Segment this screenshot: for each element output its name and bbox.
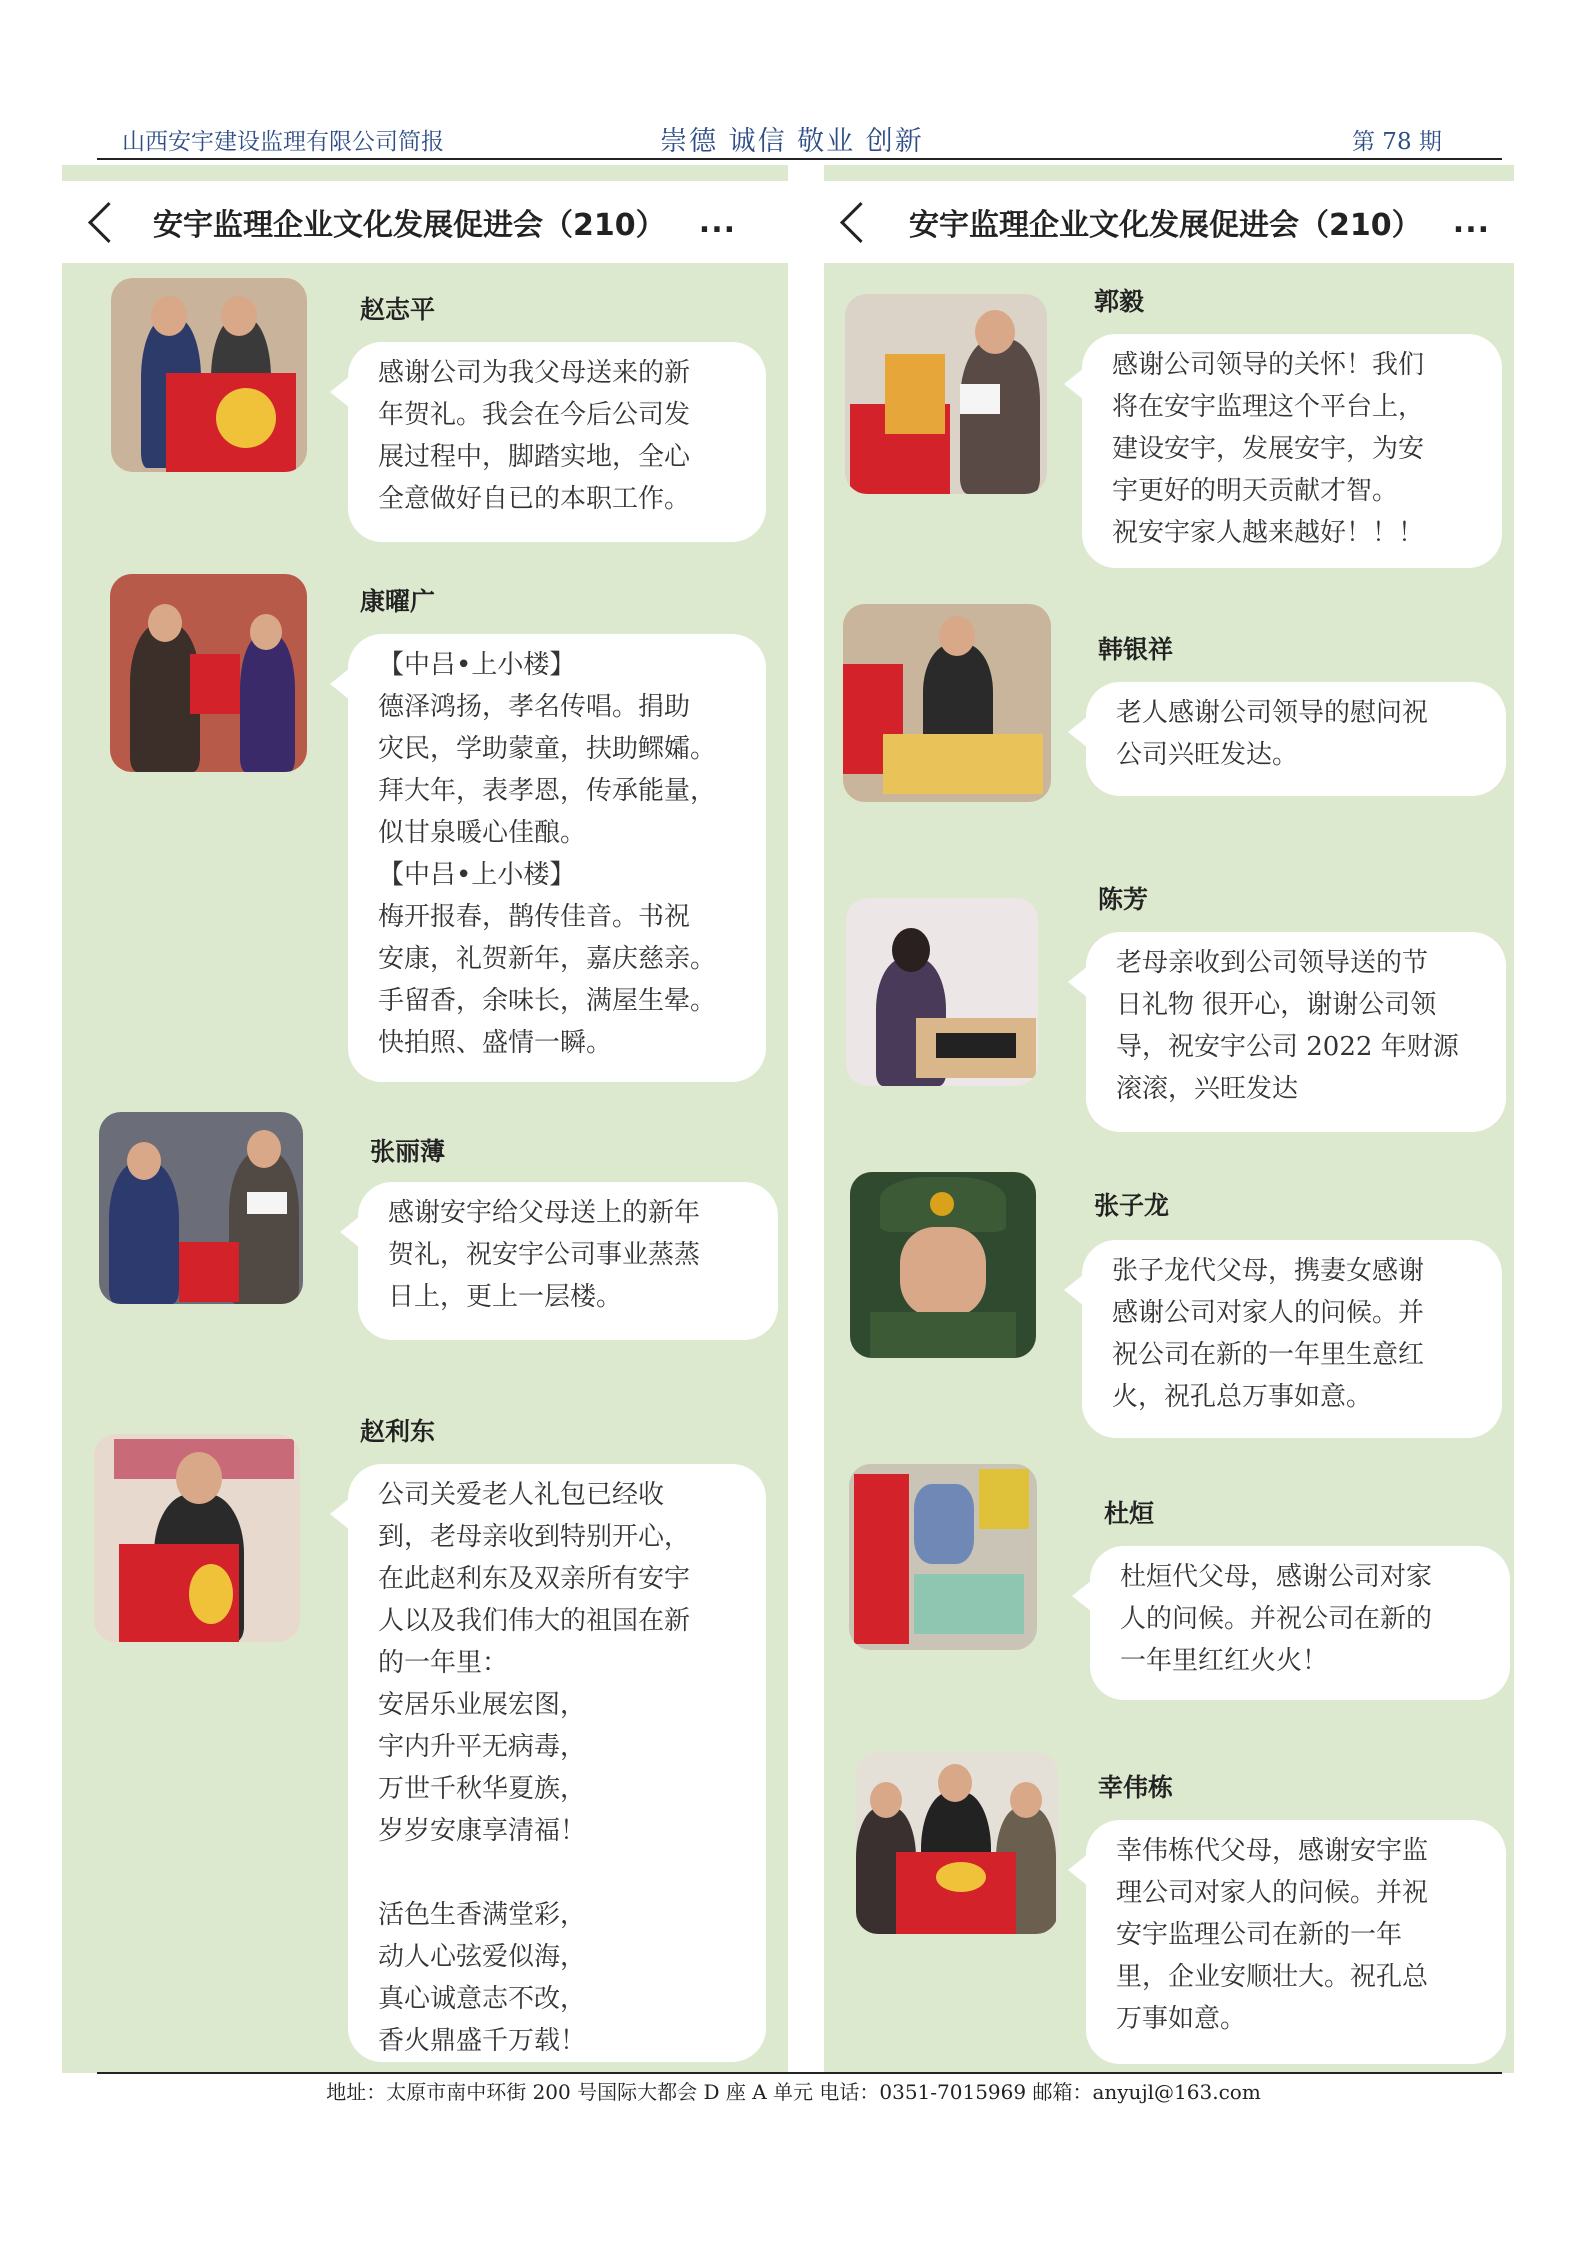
photo-elderly-couple-seated <box>110 574 307 772</box>
photo-elderly-woman-on-sofa <box>843 604 1051 802</box>
more-options-icon[interactable]: ... <box>698 204 736 240</box>
chat-title: 安宇监理企业文化发展促进会（210） <box>909 208 1422 243</box>
photo-family-with-gift <box>856 1752 1058 1934</box>
back-arrow-icon[interactable] <box>840 201 881 242</box>
left-chat-header <box>62 181 788 263</box>
photo-soldier-portrait <box>850 1172 1036 1358</box>
photo-gift-items <box>849 1464 1037 1650</box>
header-issue: 第 78 期 <box>1352 129 1442 155</box>
sender-name: 幸伟栋 <box>1098 1773 1174 1802</box>
message-bubble: 老母亲收到公司领导送的节 日礼物 很开心，谢谢公司领 导，祝安宇公司 2022 年财源 滚滚，兴旺发达 <box>1086 932 1506 1132</box>
message-bubble: 感谢公司为我父母送来的新 年贺礼。我会在今后公司发 展过程中，脚踏实地，全心 全意做好自已的本职工作。 <box>348 342 766 542</box>
message-bubble: 感谢公司领导的关怀！我们 将在安宇监理这个平台上， 建设安宇，发展安宇，为安 宇更好的明天贡献才智。 祝安宇家人越来越好！！！ <box>1082 334 1502 568</box>
message-bubble: 张子龙代父母，携妻女感谢 感谢公司对家人的问候。并 祝公司在新的一年里生意红 火，祝孔总万事如意。 <box>1082 1240 1502 1438</box>
sender-name: 康曜广 <box>360 587 436 616</box>
sender-name: 郭毅 <box>1094 287 1145 316</box>
message-bubble: 杜烜代父母，感谢公司对家 人的问候。并祝公司在新的 一年里红红火火！ <box>1090 1546 1510 1700</box>
sender-name: 赵利东 <box>360 1417 436 1446</box>
message-bubble: 幸伟栋代父母，感谢安宇监 理公司对家人的问候。并祝 安宇监理公司在新的一年 里，企业安顺壮大。祝孔总 万事如意。 <box>1086 1820 1506 2064</box>
sender-name: 张丽薄 <box>370 1137 446 1166</box>
photo-elderly-couple-with-gift <box>111 278 307 472</box>
back-arrow-icon[interactable] <box>88 201 129 242</box>
sender-name: 赵志平 <box>360 295 436 324</box>
chat-title: 安宇监理企业文化发展促进会（210） <box>153 208 666 243</box>
header-company: 山西安宇建设监理有限公司简报 <box>122 129 444 155</box>
photo-elderly-woman-with-gift <box>94 1434 300 1642</box>
sender-name: 韩银祥 <box>1098 635 1174 664</box>
right-chat-header <box>824 181 1514 263</box>
header-motto: 崇德 诚信 敬业 创新 <box>660 126 924 157</box>
footer-address: 地址：太原市南中环街 200 号国际大都会 D 座 A 单元 电话：0351-7015969 邮箱：anyujl@163.com <box>326 2080 1261 2104</box>
message-bubble: 老人感谢公司领导的慰问祝 公司兴旺发达。 <box>1086 682 1506 796</box>
header-divider <box>97 158 1502 160</box>
message-bubble: 感谢安宇给父母送上的新年 贺礼，祝安宇公司事业蒸蒸 日上，更上一层楼。 <box>358 1182 778 1340</box>
sender-name: 杜烜 <box>1104 1499 1155 1528</box>
photo-elderly-man-with-gifts <box>845 294 1047 494</box>
sender-name: 陈芳 <box>1098 885 1149 914</box>
photo-elderly-couple-with-card <box>99 1112 303 1304</box>
sender-name: 张子龙 <box>1094 1191 1170 1220</box>
footer-divider <box>97 2072 1502 2074</box>
more-options-icon[interactable]: ... <box>1452 204 1490 240</box>
message-bubble: 公司关爱老人礼包已经收 到，老母亲收到特别开心， 在此赵利东及双亲所有安宇 人以及我们伟大的祖国在新 的一年里： 安居乐业展宏图， 宇内升平无病毒， 万世千秋华夏族， 岁岁安康享清福！ 活色生香满堂彩， 动人心弦爱似海， 真心诚意志不改， 香火鼎盛千万载！ <box>348 1464 766 2062</box>
photo-woman-at-desk <box>846 898 1038 1086</box>
message-bubble: 【中吕•上小楼】 德泽鸿扬，孝名传唱。捐助 灾民，学助蒙童，扶助鳏孀。 拜大年，表孝恩，传承能量， 似甘泉暖心佳酿。 【中吕•上小楼】 梅开报春，鹊传佳音。书祝 安康，礼贺新年，嘉庆慈亲。 手留香，余味长，满屋生晕。 快拍照、盛情一瞬。 <box>348 634 766 1082</box>
